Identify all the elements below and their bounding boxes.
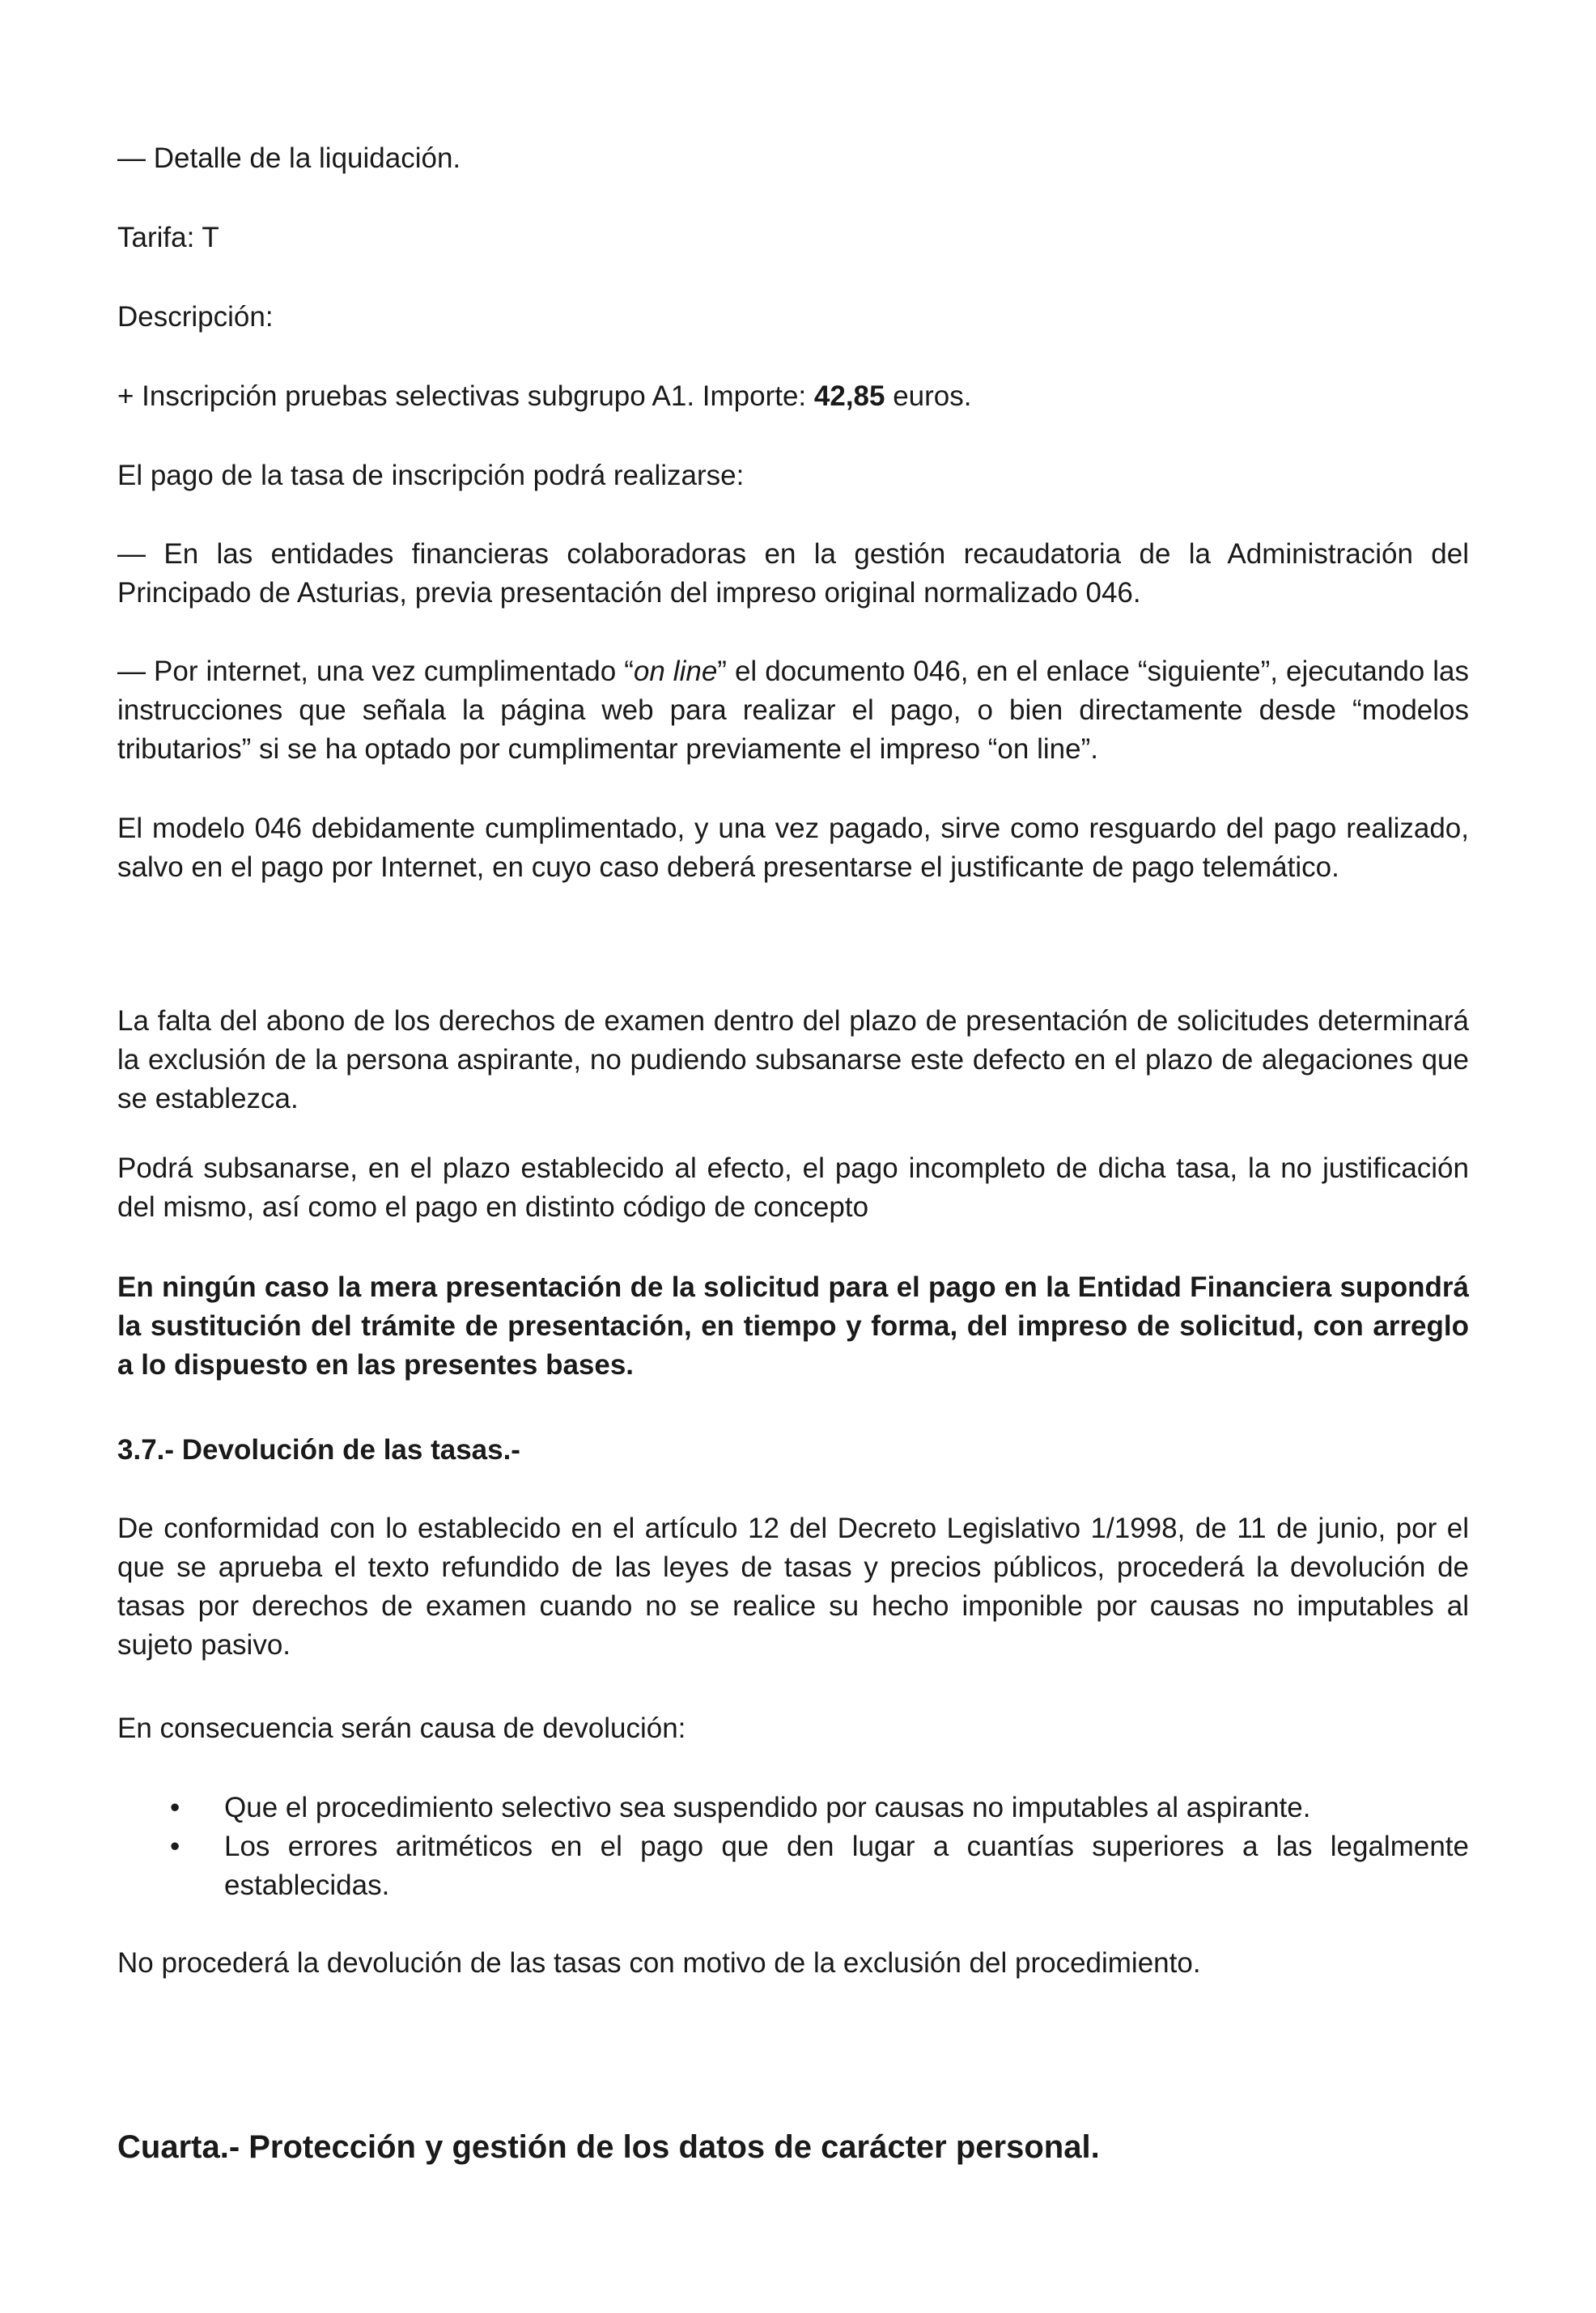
paragraph-descripcion: Descripción:: [117, 301, 274, 333]
paragraph-consecuencia: En consecuencia serán causa de devolución:: [117, 1712, 686, 1744]
paragraph-en-ningun-caso: En ningún caso la mera presentación de la solicitud para el pago en la Entidad Financiera supondrá la sustitución del trámite de presentación, en tiempo y forma, del impreso de solicitud, con arreglo a lo dispuesto en las presentes bases.: [117, 1271, 1469, 1381]
paragraph-tarifa: Tarifa: T: [117, 222, 219, 253]
bullet-marker: •: [170, 1792, 180, 1823]
heading-cuarta: Cuarta.- Protección y gestión de los datos de carácter personal.: [117, 2129, 1100, 2165]
section-heading-devolucion: 3.7.- Devolución de las tasas.-: [117, 1434, 520, 1466]
internet-text-a: — Por internet, una vez cumplimentado “: [117, 656, 634, 687]
importe-amount: 42,85: [813, 380, 885, 412]
paragraph-no-procedera: No procederá la devolución de las tasas con motivo de la exclusión del procedimiento.: [117, 1947, 1201, 1979]
paragraph-pago-intro: El pago de la tasa de inscripción podrá realizarse:: [117, 460, 745, 491]
internet-text-b: ” el documento 046, en el enlace “siguiente”, ejecutando las instrucciones que señala la página web para realizar el pago, o bien directamente desde “modelos tributarios” si se ha optado por cumplimentar previamente el impreso “on line”.: [117, 656, 1470, 765]
list-item: [117, 1827, 1469, 1905]
inscripcion-suffix: euros.: [885, 380, 972, 412]
paragraph-inscripcion: [117, 377, 1469, 416]
list-item-text: Los errores aritméticos en el pago que den lugar a cuantías superiores a las legalmente establecidas.: [224, 1831, 1469, 1901]
bullet-marker: •: [170, 1831, 180, 1862]
paragraph-conformidad: De conformidad con lo establecido en el artículo 12 del Decreto Legislativo 1/1998, de 11 de junio, por el que se aprueba el texto refundido de las leyes de tasas y precios públicos, procederá la devolución de tasas por derechos de examen cuando no se realice su hecho imponible por causas no imputables al sujeto pasivo.: [117, 1513, 1469, 1661]
devolucion-list: [117, 1789, 1469, 1905]
online-italic: on line: [633, 656, 718, 687]
paragraph-detalle: — Detalle de la liquidación.: [117, 142, 461, 174]
list-item-text: Que el procedimiento selectivo sea suspendido por causas no imputables al aspirante.: [224, 1792, 1311, 1823]
paragraph-modelo-046: El modelo 046 debidamente cumplimentado, y una vez pagado, sirve como resguardo del pago realizado, salvo en el pago por Internet, en cuyo caso deberá presentarse el justificante de pago telemático.: [117, 813, 1469, 883]
paragraph-subsanarse: Podrá subsanarse, en el plazo establecido al efecto, el pago incompleto de dicha tasa, la no justificación del mismo, así como el pago en distinto código de concepto: [117, 1152, 1469, 1223]
list-item: [117, 1789, 1469, 1827]
paragraph-internet: [117, 652, 1469, 769]
paragraph-entidades: — En las entidades financieras colaboradoras en la gestión recaudatoria de la Administración del Principado de Asturias, previa presentación del impreso original normalizado 046.: [117, 538, 1469, 609]
paragraph-falta-abono: La falta del abono de los derechos de examen dentro del plazo de presentación de solicitudes determinará la exclusión de la persona aspirante, no pudiendo subsanarse este defecto en el plazo de alegaciones que se establezca.: [117, 1005, 1469, 1114]
inscripcion-text: + Inscripción pruebas selectivas subgrupo A1. Importe:: [117, 380, 814, 412]
